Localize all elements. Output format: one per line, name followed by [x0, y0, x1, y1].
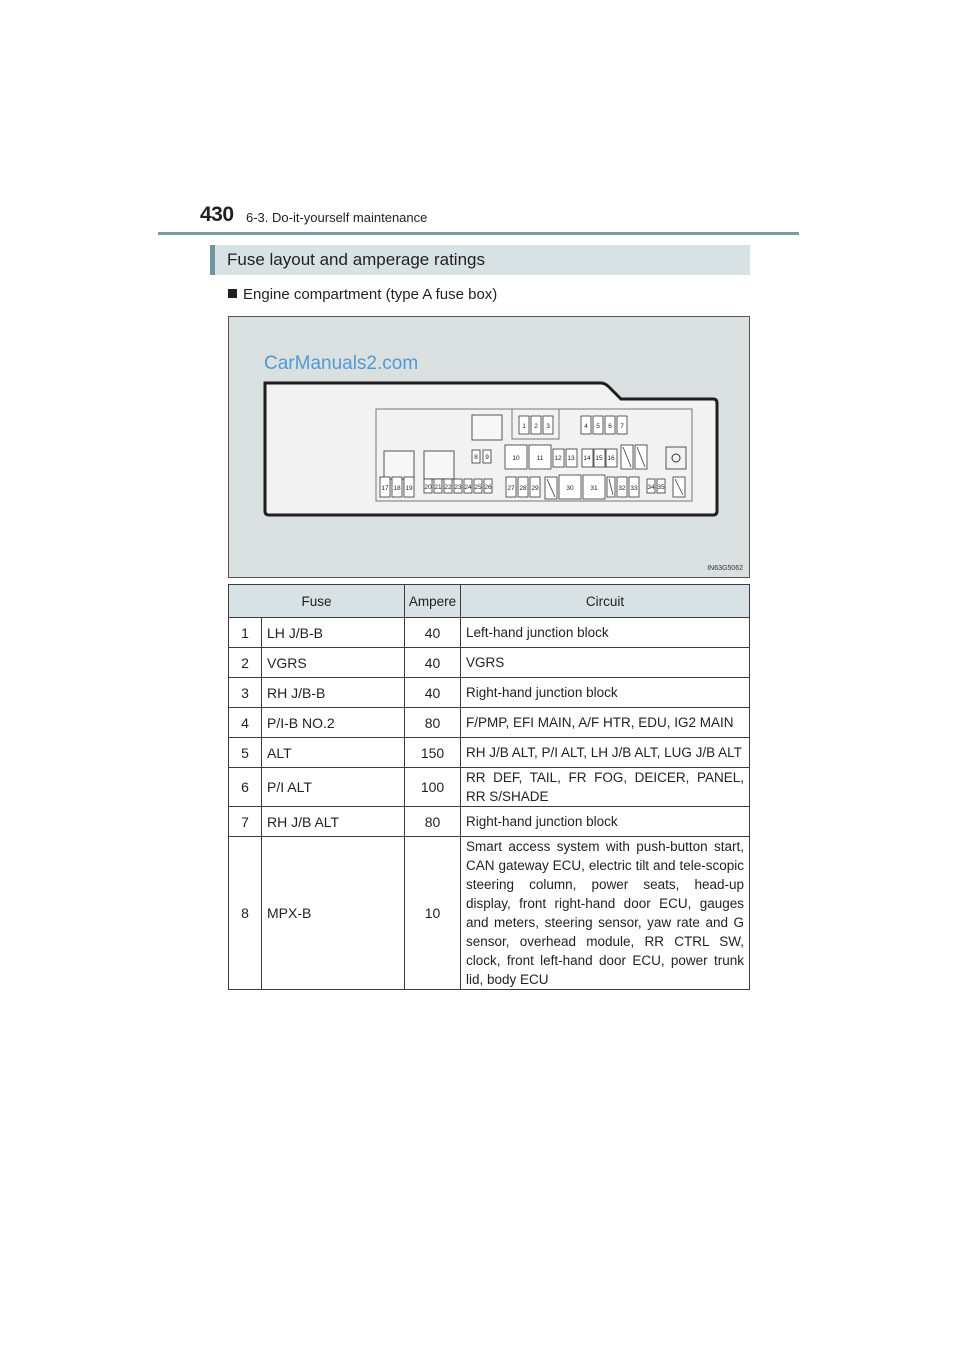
fuse-name: VGRS: [262, 648, 405, 678]
table-row: [229, 837, 750, 990]
fuse-label-20: 20: [424, 484, 432, 491]
page-number: 430: [200, 203, 234, 226]
fuse-label-1: 1: [522, 423, 526, 430]
table-row: [229, 738, 750, 768]
fuse-table: [228, 584, 750, 990]
relay-middle: [424, 451, 454, 479]
fuse-number: 2: [229, 648, 262, 678]
section-title: Fuse layout and amperage ratings: [227, 250, 485, 269]
chapter-title: 6-3. Do-it-yourself maintenance: [246, 210, 428, 225]
subheading-text: Engine compartment (type A fuse box): [243, 286, 498, 303]
section-title-bar: [210, 245, 750, 275]
fuse-label-13: 13: [567, 455, 575, 462]
fuse-label-5: 5: [596, 423, 600, 430]
fuse-circuit: Smart access system with push-button start, CAN gateway ECU, electric tilt and tele-scopic steering column, power seats, head-up display, front right-hand door ECU, gauges and meters, steering sensor, yaw rate and G sensor, overhead module, RR CTRL SW, clock, front left-hand door ECU, power trunk lid, body ECU: [461, 837, 750, 990]
table-row: [229, 678, 750, 708]
fuse-label-4: 4: [584, 423, 588, 430]
table-row: [229, 807, 750, 837]
fuse-circuit: RR DEF, TAIL, FR FOG, DEICER, PANEL, RR S/SHADE: [461, 768, 750, 807]
table-row: [229, 708, 750, 738]
fuse-label-17: 17: [381, 485, 389, 492]
fuse-ampere: 150: [405, 738, 461, 768]
fuse-name: LH J/B-B: [262, 618, 405, 648]
fuse-box-housing: [265, 383, 717, 515]
fuse-label-32: 32: [618, 485, 626, 492]
fuse-label-3: 3: [546, 423, 550, 430]
header-ampere: Ampere: [405, 585, 461, 618]
fuse-label-34: 34: [647, 484, 655, 491]
fuse-name: MPX-B: [262, 837, 405, 990]
fuse-label-16: 16: [607, 455, 615, 462]
fuse-ampere: 80: [405, 807, 461, 837]
fuse-circuit: RH J/B ALT, P/I ALT, LH J/B ALT, LUG J/B ALT: [461, 738, 750, 768]
fuse-label-19: 19: [405, 485, 413, 492]
watermark: CarManuals2.com: [264, 353, 419, 374]
header-fuse: Fuse: [229, 585, 405, 618]
fuse-circuit: Left-hand junction block: [461, 618, 750, 648]
square-bullet-icon: [228, 289, 237, 298]
fuse-number: 3: [229, 678, 262, 708]
table-row: [229, 648, 750, 678]
fuse-label-14: 14: [583, 455, 591, 462]
figure-id: IN63G5062: [707, 565, 743, 572]
fuse-label-11: 11: [536, 455, 544, 462]
fuse-label-27: 27: [507, 485, 515, 492]
fuse-label-9: 9: [485, 454, 489, 461]
fuse-label-21: 21: [434, 484, 442, 491]
fuse-number: 7: [229, 807, 262, 837]
fuse-label-29: 29: [531, 485, 539, 492]
fuse-label-24: 24: [464, 484, 472, 491]
fuse-name: RH J/B ALT: [262, 807, 405, 837]
table-row: [229, 618, 750, 648]
table-header-row: [229, 585, 750, 618]
fuse-label-25: 25: [474, 484, 482, 491]
fuse-label-30: 30: [566, 485, 574, 492]
fuse-label-28: 28: [519, 485, 527, 492]
subheading: [228, 286, 497, 303]
fuse-ampere: 40: [405, 618, 461, 648]
fuse-circuit: Right-hand junction block: [461, 678, 750, 708]
relay-left: [384, 451, 414, 479]
relay-top: [472, 415, 502, 440]
fuse-label-35: 35: [657, 484, 665, 491]
fuse-number: 4: [229, 708, 262, 738]
fuse-name: ALT: [262, 738, 405, 768]
fuse-circuit: Right-hand junction block: [461, 807, 750, 837]
fuse-name: P/I ALT: [262, 768, 405, 807]
fuse-label-15: 15: [595, 455, 603, 462]
fuse-label-33: 33: [630, 485, 638, 492]
fuse-circuit: F/PMP, EFI MAIN, A/F HTR, EDU, IG2 MAIN: [461, 708, 750, 738]
fuse-circuit: VGRS: [461, 648, 750, 678]
fuse-ampere: 10: [405, 837, 461, 990]
fuse-ampere: 80: [405, 708, 461, 738]
fuse-name: RH J/B-B: [262, 678, 405, 708]
fuse-number: 5: [229, 738, 262, 768]
header-circuit: Circuit: [461, 585, 750, 618]
fuse-label-31: 31: [590, 485, 598, 492]
fuse-box-figure: [228, 316, 750, 578]
fuse-label-8: 8: [474, 454, 478, 461]
fuse-label-12: 12: [554, 455, 562, 462]
fuse-label-10: 10: [512, 455, 520, 462]
table-row: [229, 768, 750, 807]
fuse-number: 1: [229, 618, 262, 648]
fuse-label-23: 23: [454, 484, 462, 491]
fuse-label-6: 6: [608, 423, 612, 430]
fuse-ampere: 100: [405, 768, 461, 807]
fuse-name: P/I-B NO.2: [262, 708, 405, 738]
fuse-label-2: 2: [534, 423, 538, 430]
fuse-label-7: 7: [620, 423, 624, 430]
fuse-ampere: 40: [405, 678, 461, 708]
fuse-label-18: 18: [393, 485, 401, 492]
fuse-number: 6: [229, 768, 262, 807]
fuse-number: 8: [229, 837, 262, 990]
fuse-label-22: 22: [444, 484, 452, 491]
header-rule: [158, 232, 799, 235]
fuse-ampere: 40: [405, 648, 461, 678]
fuse-label-26: 26: [484, 484, 492, 491]
